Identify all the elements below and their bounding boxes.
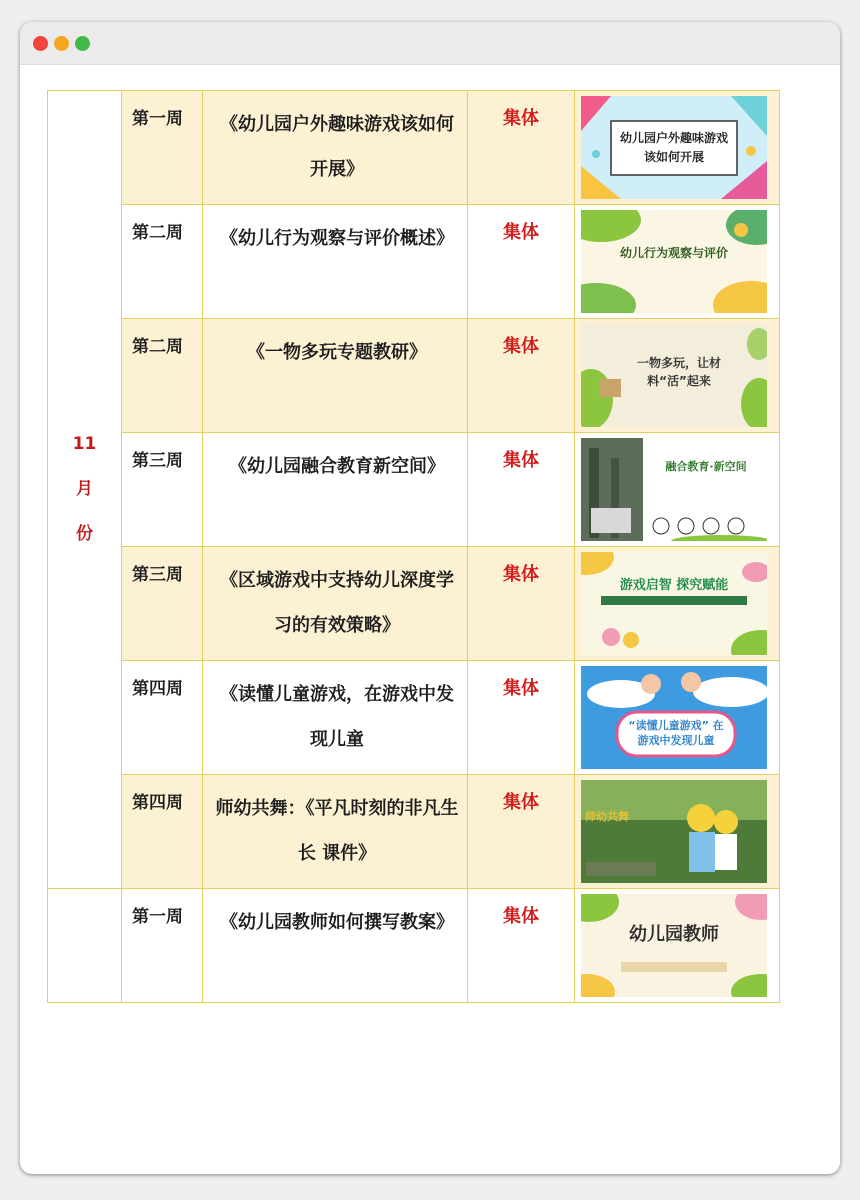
week-label: 第二周: [132, 337, 183, 357]
format-label: 集体: [503, 906, 539, 927]
format-label: 集体: [503, 792, 539, 813]
thumbnail-caption: “读懂儿童游戏” 在游戏中发现儿童: [628, 719, 724, 747]
window-titlebar: [20, 22, 840, 65]
thumbnail-caption: 游戏启智 探究赋能: [619, 578, 729, 593]
topic-title: 师幼共舞：《平凡时刻的非凡生长 课件》: [215, 798, 459, 864]
week-label: 第三周: [132, 451, 183, 471]
close-window-button[interactable]: [33, 36, 48, 51]
format-label: 集体: [503, 108, 539, 129]
slide-thumbnail[interactable]: [581, 666, 767, 769]
week-label: 第二周: [132, 223, 183, 243]
week-label: 第四周: [132, 679, 183, 699]
topic-title: 《幼儿园教师如何撰写教案》: [220, 912, 454, 933]
table-row: [48, 91, 780, 205]
table-row: [48, 319, 780, 433]
format-label: 集体: [503, 450, 539, 471]
topic-title: 《幼儿园户外趣味游戏该如何开展》: [220, 114, 454, 180]
table-row: [48, 661, 780, 775]
table-row: [48, 205, 780, 319]
topic-title: 《幼儿园融合教育新空间》: [229, 456, 445, 477]
format-label: 集体: [503, 678, 539, 699]
thumbnail-caption: 幼儿园教师: [629, 924, 719, 945]
topic-title: 《幼儿行为观察与评价概述》: [220, 228, 454, 249]
slide-thumbnail[interactable]: [581, 894, 767, 997]
slide-thumbnail[interactable]: [581, 96, 767, 199]
slide-thumbnail[interactable]: [581, 552, 767, 655]
slide-thumbnail[interactable]: [581, 210, 767, 313]
slide-thumbnail[interactable]: [581, 438, 767, 541]
format-label: 集体: [503, 564, 539, 585]
topic-title: 《区域游戏中支持幼儿深度学习的有效策略》: [220, 570, 454, 636]
format-label: 集体: [503, 336, 539, 357]
slide-thumbnail[interactable]: [581, 780, 767, 883]
schedule-table: [47, 90, 780, 1003]
minimize-window-button[interactable]: [54, 36, 69, 51]
table-row: [48, 547, 780, 661]
thumbnail-caption: 幼儿行为观察与评价: [619, 246, 728, 260]
month-cell: [48, 91, 122, 889]
month-label: 11 月 份: [72, 434, 97, 544]
thumbnail-caption: 幼儿园户外趣味游戏该如何开展: [619, 131, 728, 164]
table-row: [48, 775, 780, 889]
table-row: [48, 889, 780, 1003]
month-cell-empty: [48, 889, 122, 1003]
table-row: [48, 433, 780, 547]
maximize-window-button[interactable]: [75, 36, 90, 51]
topic-title: 《一物多玩专题教研》: [247, 342, 427, 363]
thumbnail-caption: 融合教育·新空间: [665, 460, 747, 473]
thumbnail-caption: 一物多玩，让材料“活”起来: [636, 356, 721, 388]
week-label: 第一周: [132, 907, 183, 927]
format-label: 集体: [503, 222, 539, 243]
week-label: 第一周: [132, 109, 183, 129]
thumbnail-caption: 师幼共舞: [585, 810, 629, 823]
week-label: 第四周: [132, 793, 183, 813]
topic-title: 《读懂儿童游戏，在游戏中发现儿童: [220, 684, 454, 750]
week-label: 第三周: [132, 565, 183, 585]
slide-thumbnail[interactable]: [581, 324, 767, 427]
